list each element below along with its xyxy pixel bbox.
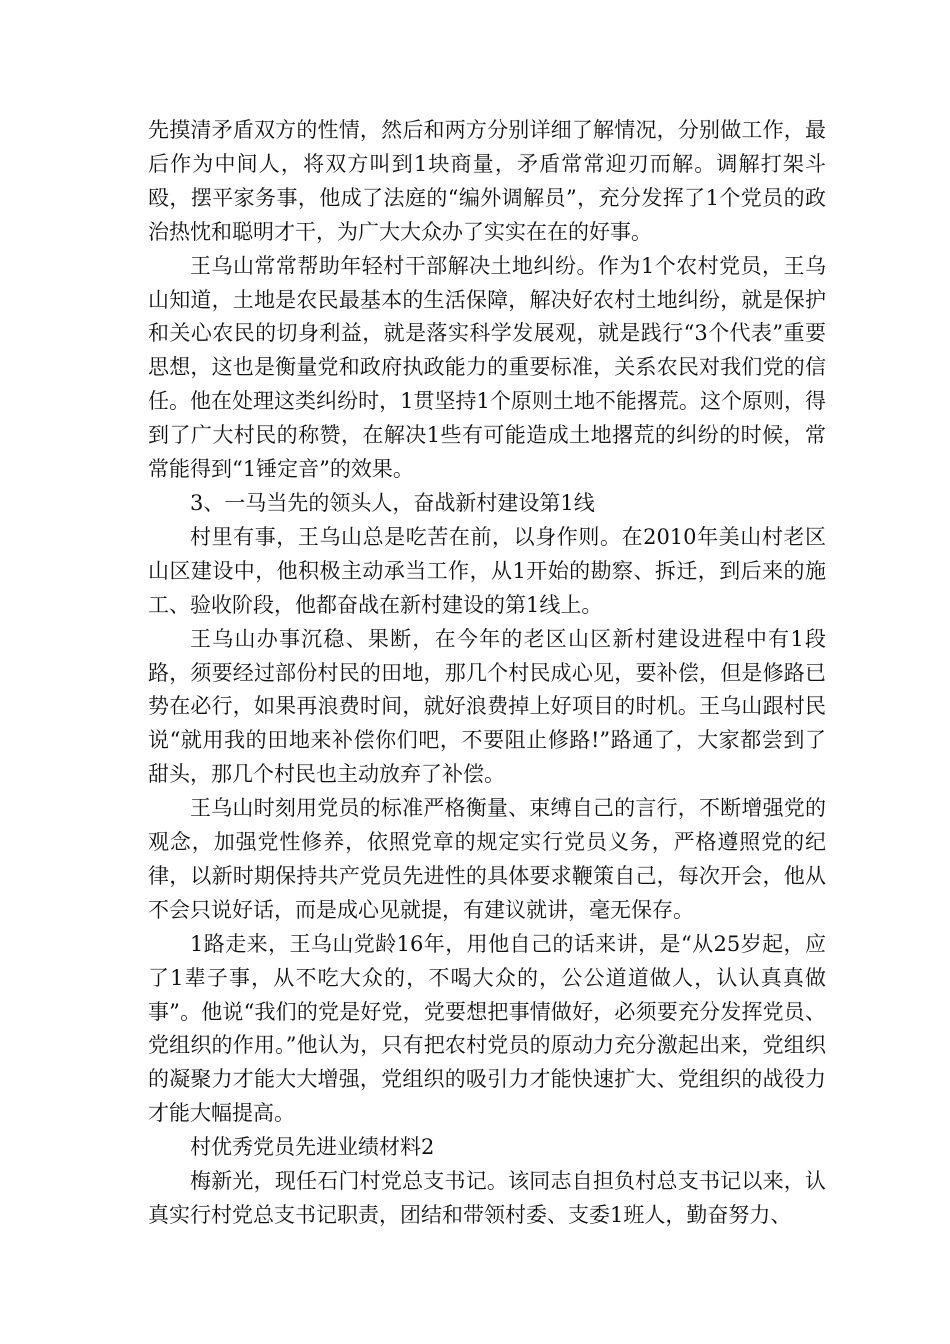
section-heading-3: 3、一马当先的领头人，奋战新村建设第1线: [190, 490, 595, 515]
material-title-2: 村优秀党员先进业绩材料2: [190, 1135, 435, 1160]
paragraph-9: 梅新光，现任石门村党总支书记。该同志自担负村总支书记以来，认真实行村党总支书记职责，团结和带领村委、支委1班人，勤奋努力、: [148, 1169, 826, 1227]
paragraph-2: 王乌山常常帮助年轻村干部解决土地纠纷。作为1个农村党员，王乌山知道，土地是农民最基本的生活保障，解决好农村土地纠纷，就是保护和关心农民的切身利益，就是落实科学发展观，就是践行“3个代表”重要思想，这也是衡量党和政府执政能力的重要标准，关系农民对我们党的信任。他在处理这类纠纷时，1贯坚持1个原则土地不能撂荒。这个原则，得到了广大村民的称赞，在解决1些有可能造成土地撂荒的纠纷的时候，常常能得到“1锤定音”的效果。: [148, 253, 826, 482]
paragraph-5: 王乌山办事沉稳、果断，在今年的老区山区新村建设进程中有1段路，须要经过部份村民的田地，那几个村民成心见，要补偿，但是修路已势在必行，如果再浪费时间，就好浪费掉上好项目的时机。王乌山跟村民说“就用我的田地来补偿你们吧，不要阻止修路!”路通了，大家都尝到了甜头，那几个村民也主动放弃了补偿。: [148, 626, 826, 787]
paragraph-7: 1路走来，王乌山党龄16年，用他自己的话来讲，是“从25岁起，应了1辈子事，从不吃大众的，不喝大众的，公公道道做人，认认真真做事”。他说“我们的党是好党，党要想把事情做好，必须要充分发挥党员、党组织的作用。”他认为，只有把农村党员的原动力充分激起出来，党组织的凝聚力才能大大增强，党组织的吸引力才能快速扩大、党组织的战役力才能大幅提高。: [148, 931, 826, 1126]
paragraph-1: 先摸清矛盾双方的性情，然后和两方分别详细了解情况，分别做工作，最后作为中间人，将双方叫到1块商量，矛盾常常迎刃而解。调解打架斗殴，摆平家务事，他成了法庭的“编外调解员”，充分发挥了1个党员的政治热忱和聪明才干，为广大大众办了实实在在的好事。: [148, 118, 826, 244]
document-page: [148, 114, 826, 1233]
paragraph-6: 王乌山时刻用党员的标准严格衡量、束缚自己的言行，不断增强党的观念，加强党性修养，依照党章的规定实行党员义务，严格遵照党的纪律，以新时期保持共产党员先进性的具体要求鞭策自己，每次开会，他从不会只说好话，而是成心见就提，有建议就讲，毫无保存。: [148, 796, 826, 922]
paragraph-4: 村里有事，王乌山总是吃苦在前，以身作则。在2010年美山村老区山区建设中，他积极主动承当工作，从1开始的勘察、拆迁，到后来的施工、验收阶段，他都奋战在新村建设的第1线上。: [148, 524, 826, 617]
